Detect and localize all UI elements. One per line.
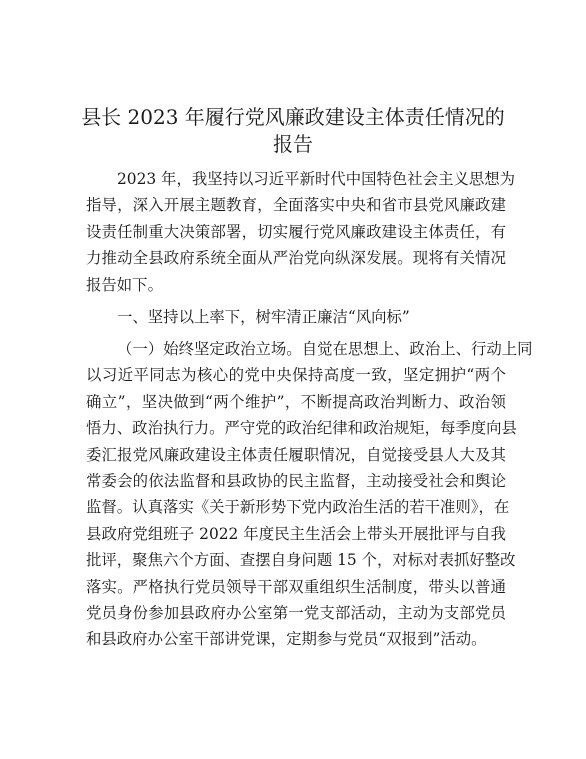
intro-line: 报告如下。 [86,275,163,294]
intro-line: 2023 年，我坚持以习近平新时代中国特色社会主义思想为 [117,170,516,188]
section-line: 党员身份参加县政府办公室第一党支部活动，主动为支部党员 [86,603,506,622]
section-line: 确立”，坚决做到“两个维护”，不断提高政治判断力、政治领 [86,392,506,411]
section-line: 悟力、政治执行力。严守党的政治纪律和政治规矩，每季度向县 [86,419,517,438]
section-line: 县政府党组班子 2022 年度民主生活会上带头开展批评与自我 [86,524,506,543]
section-line: 监督。认真落实《关于新形势下党内政治生活的若干准则》，在 [86,498,510,517]
section-line: （一）始终坚定政治立场。自觉在思想上、政治上、行动上同 [117,340,533,358]
intro-line: 力推动全县政府系统全面从严治党向纵深发展。现将有关情况 [86,249,506,268]
document-title-line-2: 报告 [273,132,313,156]
section-paragraph [86,336,533,653]
intro-line: 设责任制重大决策部署，切实履行党风廉政建设主体责任，有 [86,222,506,241]
section-line: 委汇报党风廉政建设主体责任履职情况，自觉接受县人大及其 [86,445,506,464]
section-line: 批评，聚焦六个方面、查摆自身问题 15 个，对标对表抓好整改 [86,551,516,570]
section-line: 以习近平同志为核心的党中央保持高度一致，坚定拥护“两个 [86,366,506,385]
section-line: 落实。严格执行党员领导干部双重组织生活制度，带头以普通 [86,577,506,596]
section-line: 和县政府办公室干部讲党课，定期参与党员“双报到”活动。 [86,630,487,649]
section-heading [86,304,506,330]
intro-paragraph [86,166,516,298]
section-line: 常委会的依法监督和县政协的民主监督，主动接受社会和舆论 [86,471,506,490]
intro-line: 指导，深入开展主题教育，全面落实中央和省市县党风廉政建 [86,196,506,215]
section-heading-text: 一、坚持以上率下，树牢清正廉洁“风向标” [117,308,410,326]
document-title-line-1: 县长 2023 年履行党风廉政建设主体责任情况的 [81,105,505,129]
